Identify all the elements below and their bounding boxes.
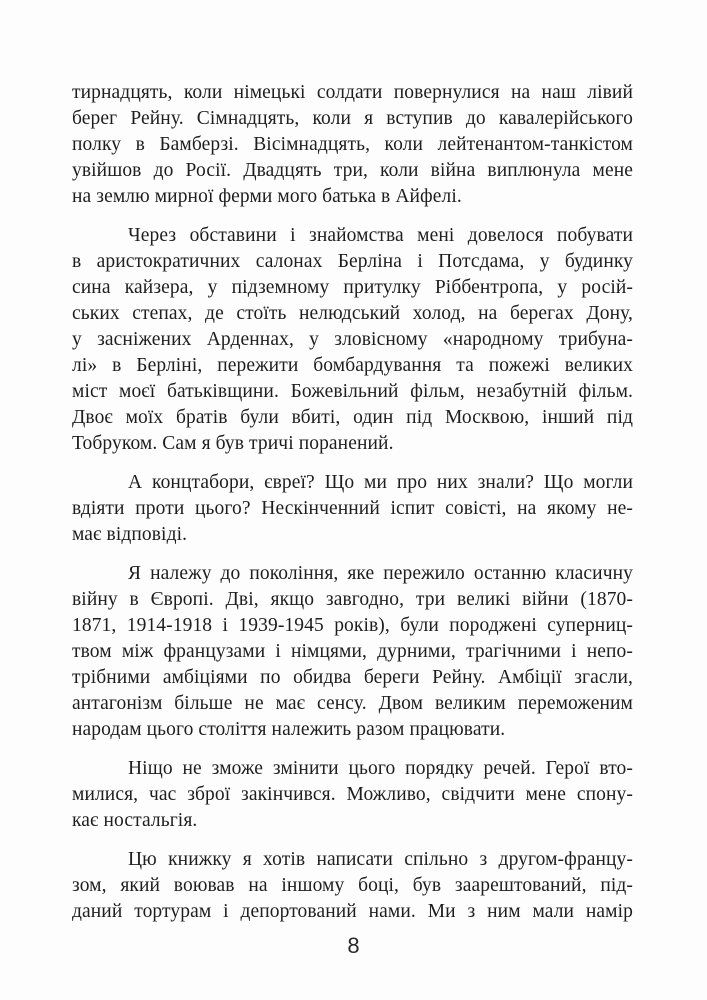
text-line: трібними амбіціями по обидва береги Рейну. Амбіції згасли, (72, 667, 633, 688)
paragraph (72, 756, 633, 834)
page-number: 8 (347, 933, 360, 958)
text-line: ських степах, де стоїть нелюдський холод, на берегах Дону, (72, 303, 633, 324)
text-line: даний тортурам і депортований нами. Ми з ним мали намір (72, 901, 633, 922)
text-line: сина кайзера, у підземному притулку Ріббентропа, у росій- (72, 277, 633, 298)
text-line: кає ностальгія. (72, 810, 198, 831)
text-line: Тобруком. Сам я був тричі поранений. (72, 433, 394, 454)
paragraph (72, 470, 633, 548)
text-line: милися, час зброї закінчився. Можливо, свідчити мене спону- (72, 784, 633, 805)
paragraph (72, 561, 633, 743)
text-line: твом між французами і німцями, дурними, трагічними і непо- (72, 641, 633, 662)
text-line: берег Рейну. Сімнадцять, коли я вступив до кавалерійського (72, 108, 633, 129)
text-line: у засніжених Арденнах, у зловісному «народному трибуна- (72, 329, 633, 350)
text-line: Через обставини і знайомства мені довелося побувати (128, 225, 633, 246)
text-line: лі» в Берліні, пережити бомбардування та пожежі великих (72, 355, 633, 376)
paragraph (72, 80, 633, 210)
text-line: має відповіді. (72, 524, 188, 545)
text-line: Ніщо не зможе змінити цього порядку речей. Герої вто- (128, 758, 633, 779)
page-text-block (72, 80, 633, 925)
text-line: війну в Європі. Дві, якщо завгодно, три великі війни (1870- (72, 589, 633, 610)
text-line: міст моєї батьківщини. Божевільний фільм, незабутній фільм. (72, 381, 633, 402)
text-line: Двоє моїх братів були вбиті, один під Москвою, інший під (72, 407, 633, 428)
text-line: в аристократичних салонах Берліна і Потсдама, у будинку (72, 251, 633, 272)
paragraph (72, 847, 633, 925)
text-line: Цю книжку я хотів написати спільно з другом-францу- (128, 849, 633, 870)
text-line: вдіяти проти цього? Нескінченний іспит совісті, на якому не- (72, 498, 633, 519)
text-line: на землю мирної ферми мого батька в Айфелі. (72, 186, 462, 207)
text-line: тирнадцять, коли німецькі солдати повернулися на наш лівий (72, 82, 633, 103)
text-line: полку в Бамберзі. Вісімнадцять, коли лейтенантом-танкістом (72, 134, 633, 155)
paragraph (72, 223, 633, 457)
text-line: зом, який воював на іншому боці, був заарештований, під- (72, 875, 633, 896)
text-line: Я належу до покоління, яке пережило останню класичну (128, 563, 633, 584)
text-line: А концтабори, євреї? Що ми про них знали? Що могли (128, 472, 633, 493)
text-line: увійшов до Росії. Двадцять три, коли війна виплюнула мене (72, 160, 633, 181)
text-line: 1871, 1914-1918 і 1939-1945 років), були породжені суперниц- (72, 615, 633, 636)
text-line: народам цього століття належить разом працювати. (72, 719, 506, 740)
text-line: антагонізм більше не має сенсу. Двом великим переможеним (72, 693, 633, 714)
